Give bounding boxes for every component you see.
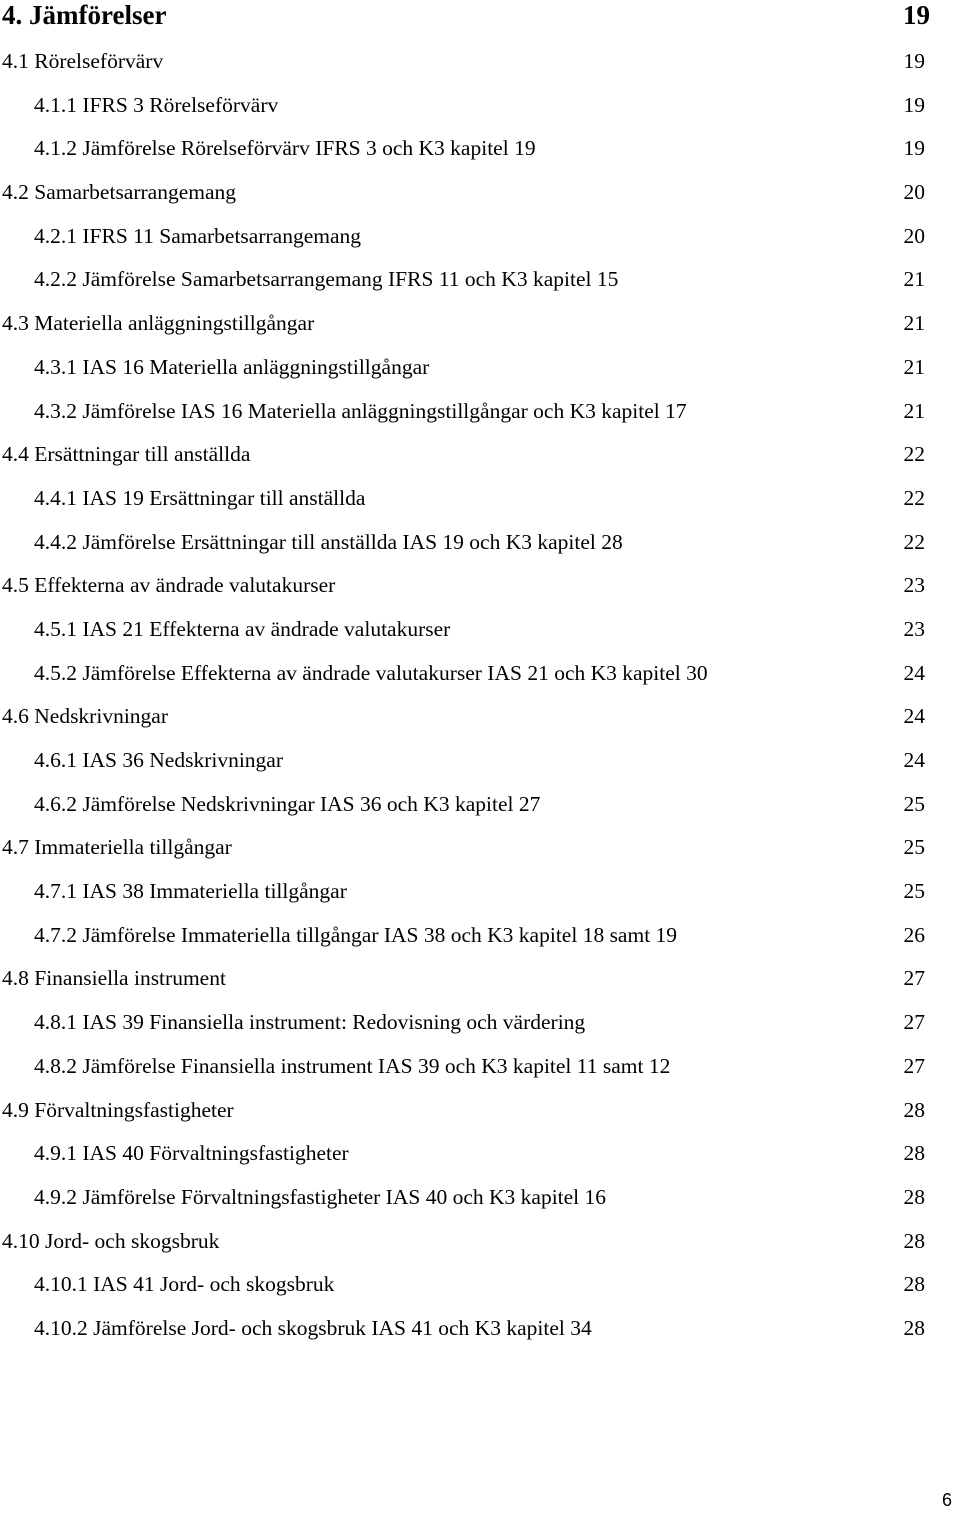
toc-entry[interactable] [0, 390, 934, 434]
toc-entry-page: 23 [903, 616, 925, 641]
toc-entry[interactable] [0, 1263, 934, 1307]
toc-entry[interactable] [0, 477, 934, 521]
toc-entry[interactable] [0, 695, 934, 739]
toc-entry-page: 22 [903, 529, 925, 554]
toc-entry-label: 4.3 Materiella anläggningstillgångar [2, 311, 315, 336]
toc-entry-page: 24 [903, 704, 925, 729]
toc-entry[interactable] [0, 302, 934, 346]
toc-entry-label: 4.10.1 IAS 41 Jord- och skogsbruk [34, 1272, 335, 1297]
toc-entry-page: 26 [903, 922, 925, 947]
toc-entry-page: 21 [903, 267, 925, 292]
toc-entry-label: 4.3.1 IAS 16 Materiella anläggningstillgångar [34, 354, 430, 379]
toc-entry-label: 4.7 Immateriella tillgångar [2, 835, 232, 860]
toc-entry[interactable] [0, 1176, 934, 1220]
toc-entry-page: 25 [903, 835, 925, 860]
toc-entry[interactable] [0, 433, 934, 477]
toc-entry-page: 21 [903, 311, 925, 336]
toc-entry-label: 4.2 Samarbetsarrangemang [2, 180, 237, 205]
toc-entry-label: 4.1 Rörelseförvärv [2, 49, 164, 73]
table-of-contents [0, 40, 934, 1351]
toc-entry[interactable] [0, 564, 934, 608]
toc-entry-page: 23 [903, 573, 925, 598]
toc-entry-page: 27 [903, 966, 925, 991]
toc-entry[interactable] [0, 521, 934, 565]
toc-entry[interactable] [0, 826, 934, 870]
toc-entry-label: 4.9 Förvaltningsfastigheter [2, 1097, 234, 1122]
toc-entry-label: 4.9.2 Jämförelse Förvaltningsfastigheter IAS 40 och K3 kapitel 16 [34, 1184, 607, 1209]
toc-entry-page: 24 [903, 748, 925, 772]
toc-heading-title: 4. Jämförelser [2, 0, 167, 30]
toc-entry-label: 4.4.1 IAS 19 Ersättningar till anställda [34, 485, 366, 510]
toc-entry[interactable] [0, 258, 934, 302]
toc-entry-label: 4.3.2 Jämförelse IAS 16 Materiella anläggningstillgångar och K3 kapitel 17 [34, 398, 687, 423]
toc-entry-page: 28 [903, 1315, 925, 1340]
toc-entry-page: 28 [903, 1141, 925, 1166]
toc-entry-page: 28 [903, 1228, 925, 1253]
toc-entry-label: 4.1.1 IFRS 3 Rörelseförvärv [34, 92, 279, 117]
page-number: 6 [941, 1490, 952, 1510]
toc-entry-page: 20 [903, 180, 925, 205]
toc-entry-page: 19 [903, 136, 925, 161]
toc-entry-label: 4.8.2 Jämförelse Finansiella instrument IAS 39 och K3 kapitel 11 samt 12 [34, 1053, 671, 1078]
toc-entry[interactable] [0, 84, 934, 128]
toc-entry-label: 4.8.1 IAS 39 Finansiella instrument: Redovisning och värdering [34, 1010, 586, 1035]
toc-entry-label: 4.6 Nedskrivningar [2, 704, 168, 729]
toc-entry-label: 4.5.1 IAS 21 Effekterna av ändrade valutakurser [34, 616, 451, 641]
toc-entry-label: 4.6.2 Jämförelse Nedskrivningar IAS 36 och K3 kapitel 27 [34, 791, 541, 816]
toc-entry[interactable] [0, 1307, 934, 1351]
toc-entry[interactable] [0, 1089, 934, 1133]
toc-entry-page: 22 [903, 442, 925, 467]
toc-entry-page: 28 [903, 1097, 925, 1122]
toc-entry[interactable] [0, 957, 934, 1001]
toc-entry[interactable] [0, 171, 934, 215]
toc-entry-label: 4.6.1 IAS 36 Nedskrivningar [34, 748, 284, 772]
toc-entry-label: 4.5.2 Jämförelse Effekterna av ändrade valutakurser IAS 21 och K3 kapitel 30 [34, 660, 708, 685]
toc-entry-label: 4.9.1 IAS 40 Förvaltningsfastigheter [34, 1141, 349, 1166]
toc-entry[interactable] [0, 215, 934, 259]
toc-entry-page: 27 [903, 1010, 925, 1035]
toc-entry-page: 21 [903, 398, 925, 423]
toc-entry-page: 21 [903, 354, 925, 379]
toc-entry[interactable] [0, 608, 934, 652]
toc-entry-label: 4.4 Ersättningar till anställda [2, 442, 251, 467]
toc-entry-label: 4.7.2 Jämförelse Immateriella tillgångar IAS 38 och K3 kapitel 18 samt 19 [34, 922, 678, 947]
toc-entry[interactable] [0, 346, 934, 390]
toc-entry-label: 4.1.2 Jämförelse Rörelseförvärv IFRS 3 och K3 kapitel 19 [34, 136, 536, 161]
toc-entry[interactable] [0, 870, 934, 914]
toc-entry-page: 28 [903, 1272, 925, 1297]
toc-entry[interactable] [0, 1132, 934, 1176]
toc-entry[interactable] [0, 1220, 934, 1264]
toc-entry-page: 22 [903, 485, 925, 510]
toc-heading-page: 19 [903, 0, 930, 30]
toc-entry-page: 19 [903, 49, 925, 73]
toc-entry-label: 4.10.2 Jämförelse Jord- och skogsbruk IAS 41 och K3 kapitel 34 [34, 1315, 592, 1340]
toc-section-heading[interactable] [0, 0, 934, 30]
toc-entry-label: 4.2.2 Jämförelse Samarbetsarrangemang IFRS 11 och K3 kapitel 15 [34, 267, 619, 292]
toc-entry-label: 4.5 Effekterna av ändrade valutakurser [2, 573, 336, 598]
toc-entry-page: 20 [903, 223, 925, 248]
toc-entry[interactable] [0, 783, 934, 827]
toc-entry[interactable] [0, 1045, 934, 1089]
toc-entry-label: 4.8 Finansiella instrument [2, 966, 226, 991]
toc-entry[interactable] [0, 1001, 934, 1045]
toc-entry[interactable] [0, 914, 934, 958]
toc-entry[interactable] [0, 127, 934, 171]
toc-entry-page: 25 [903, 791, 925, 816]
toc-entry-label: 4.2.1 IFRS 11 Samarbetsarrangemang [34, 223, 362, 248]
toc-entry-page: 28 [903, 1184, 925, 1209]
toc-entry-label: 4.7.1 IAS 38 Immateriella tillgångar [34, 879, 347, 904]
toc-entry[interactable] [0, 40, 934, 84]
toc-entry-page: 19 [903, 92, 925, 117]
toc-entry-page: 24 [903, 660, 925, 685]
toc-entry[interactable] [0, 652, 934, 696]
toc-entry-page: 27 [903, 1053, 925, 1078]
toc-entry-label: 4.4.2 Jämförelse Ersättningar till anställda IAS 19 och K3 kapitel 28 [34, 529, 623, 554]
toc-entry-label: 4.10 Jord- och skogsbruk [2, 1228, 220, 1253]
toc-entry-page: 25 [903, 879, 925, 904]
toc-entry[interactable] [0, 739, 934, 783]
